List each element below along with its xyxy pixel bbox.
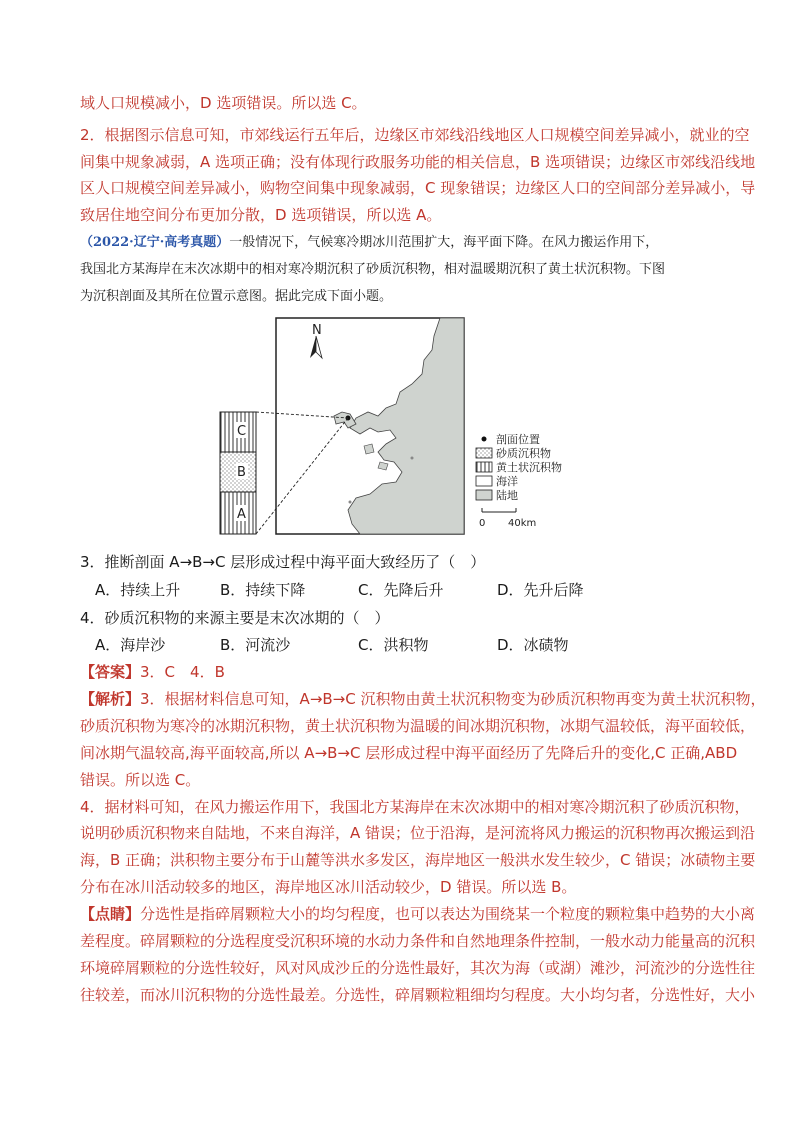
island [364,444,374,454]
intro-text: 我国北方某海岸在末次冰期中的相对寒冷期沉积了砂质沉积物，相对温暖期沉积了黄土状沉积物。下图 [80,262,666,277]
analysis-text: 分布在冰川活动较多的地区，海岸地区冰川活动较少，D 错误。所以选 B。 [80,878,577,896]
q4-option-b[interactable]: B．河流沙 [220,636,291,654]
text-line: 域人口规模减小，D 选项错误。所以选 C。 [80,94,367,112]
legend-label: 陆地 [496,489,518,502]
q3-option-a[interactable]: A．持续上升 [95,581,181,599]
question-intro [80,233,734,253]
q3-option-c[interactable]: C．先降后升 [358,581,444,599]
tip-text: 往较差，而冰川沉积物的分选性最差。分选性，碎屑颗粒粗细均匀程度。大小均匀者，分选性好，大小 [80,986,756,1004]
intro-text: 为沉积剖面及其所在位置示意图。据此完成下面小题。 [80,289,393,304]
analysis-line [80,689,766,709]
layer-label-c: C [237,424,247,439]
source-tag: （2022·辽宁·高考真题） [80,235,230,250]
answer-tag: 【答案】 [80,663,141,681]
text-line: 区人口规模空间差异减小，购物空间集中现象减弱，C 现象错误；边缘区人口的空间部分差异减小，导 [80,179,756,197]
tip-line [80,904,756,924]
legend-marker-point [482,437,487,442]
scale-zero: 0 [479,518,486,529]
analysis-text: 3．根据材料信息可知，A→B→C 沉积物由黄土状沉积物变为砂质沉积物再变为黄土状沉积物， [140,690,766,708]
legend-swatch-sea [476,476,492,486]
analysis-text: 4．据材料可知，在风力搬运作用下，我国北方某海岸在末次冰期中的相对寒冷期沉积了砂质沉积物， [80,798,750,816]
legend-swatch-sand [476,448,492,458]
legend-swatch-land [476,490,492,500]
q4-option-d[interactable]: D．冰碛物 [497,636,569,654]
north-label: N [312,323,322,338]
analysis-text: 错误。所以选 C。 [80,771,201,789]
scale-label: 40km [508,518,537,529]
question-3-stem: 3．推断剖面 A→B→C 层形成过程中海平面大致经历了（ ） [80,553,486,571]
answer-line [80,662,734,682]
question-4-stem: 4．砂质沉积物的来源主要是末次冰期的（ ） [80,609,390,627]
q4-option-a[interactable]: A．海岸沙 [95,636,166,654]
text-line: 间集中规象减弱，A 选项正确；没有体现行政服务功能的相关信息，B 选项错误；边缘区市郊线沿线地 [80,153,756,171]
text-line: 2．根据图示信息可知，市郊线运行五年后，边缘区市郊线沿线地区人口规模空间差异减小，就业的空 [80,126,750,144]
legend-label: 黄土状沉积物 [496,461,562,474]
analysis-text: 海，B 正确；洪积物主要分布于山麓等洪水多发区，海岸地区一般洪水发生较少，C 错误；冰碛物主要 [80,851,756,869]
tip-text: 分选性是指碎屑颗粒大小的均匀程度，也可以表达为围绕某一个粒度的颗粒集中趋势的大小离 [140,905,756,923]
tip-text: 差程度。碎屑颗粒的分选程度受沉积环境的水动力条件和自然地理条件控制，一般水动力能量高的沉积 [80,932,756,950]
island [411,457,414,460]
analysis-text: 说明砂质沉积物来自陆地，不来自海洋，A 错误；位于沿海，是河流将风力搬运的沉积物再次搬运到沿 [80,824,756,842]
text-line: 致居住地空间分布更加分散，D 选项错误，所以选 A。 [80,206,442,224]
legend-swatch-loess [476,462,492,472]
q3-option-d[interactable]: D．先升后降 [497,581,584,599]
layer-label-a: A [237,507,246,522]
legend-label: 砂质沉积物 [496,447,551,460]
tip-text: 环境碎屑颗粒的分选性较好，风对风成沙丘的分选性最好，其次为海（或湖）滩沙，河流沙的分选性往 [80,959,756,977]
layer-label-b: B [237,465,246,480]
q3-option-b[interactable]: B．持续下降 [220,581,306,599]
tip-tag: 【点睛】 [80,905,141,923]
analysis-text: 间冰期气温较高,海平面较高,所以 A→B→C 层形成过程中海平面经历了先降后升的变化,C 正确,ABD [80,744,738,762]
answer-text: 3．C 4．B [140,663,225,681]
q4-option-c[interactable]: C．洪积物 [358,636,429,654]
analysis-tag: 【解析】 [80,690,141,708]
legend-label: 剖面位置 [496,433,540,446]
island [349,501,352,504]
analysis-text: 砂质沉积物为寒冷的冰期沉积物，黄土状沉积物为温暖的间冰期沉积物，冰期气温较低，海平面较低， [80,717,756,735]
intro-text: 一般情况下，气候寒冷期冰川范围扩大，海平面下降。在风力搬运作用下， [229,235,659,250]
legend-label: 海洋 [496,475,518,488]
sediment-figure [200,312,570,540]
